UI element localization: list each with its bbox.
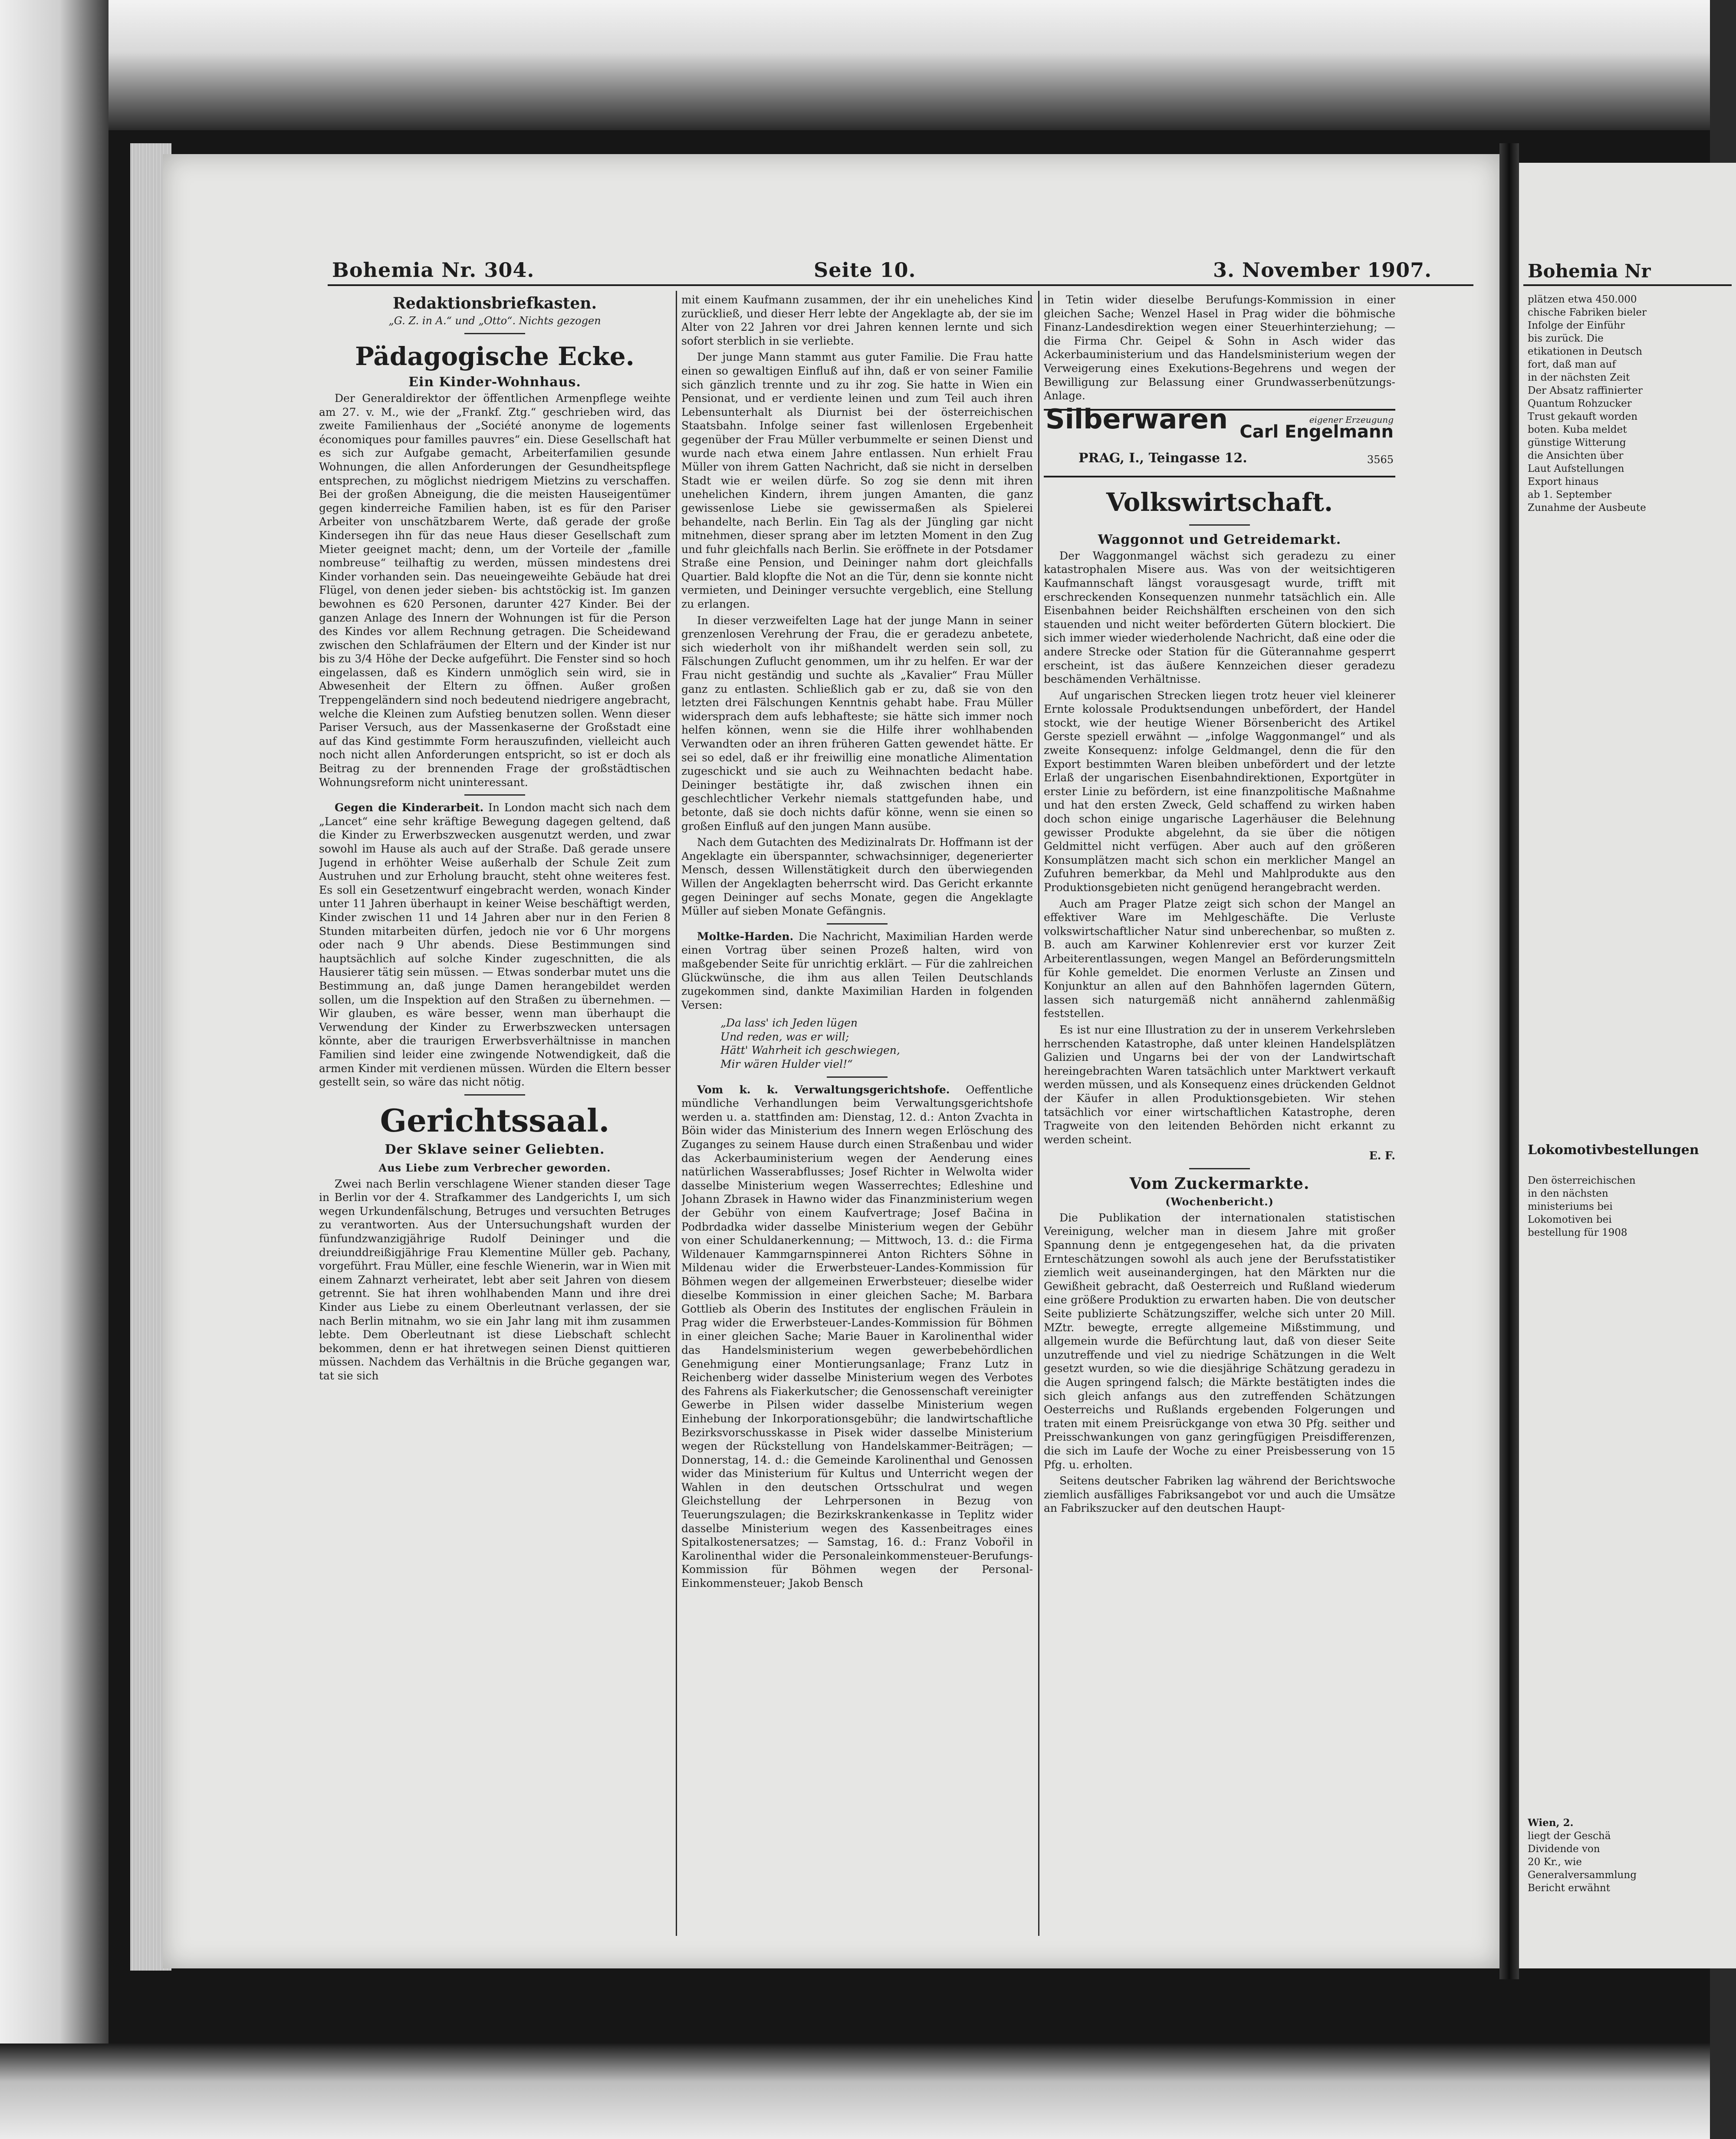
neighbor-line: Infolge der Einführ <box>1528 320 1625 331</box>
neighbor-column <box>1528 293 1727 514</box>
neighbor-line: Der Absatz raffinierter <box>1528 385 1643 396</box>
ad-address: PRAG, I., Teingasse 12. <box>1078 450 1247 466</box>
column-1 <box>319 293 671 1929</box>
divider <box>1189 524 1250 526</box>
column-rule <box>1038 291 1039 1936</box>
article-body: Nach dem Gutachten des Medizinalrats Dr. Hoffmann ist der Angeklagte ein überspannter, schwachsinniger, degenerierter Mensch, dessen Willenstätigkeit durch den überwiegenden Willen der Angeklagten beherrscht wird. Das Gericht erkannte gegen Deininger auf sechs Monate, gegen die Angeklagte Müller auf sieben Monate Gefängnis. <box>681 836 1033 918</box>
article-title-waggonnot: Waggonnot und Getreidemarkt. <box>1098 532 1341 547</box>
column-2 <box>681 293 1033 1929</box>
ad-tagline: eigener Erzeugung <box>1309 414 1394 425</box>
article-title-kinder-wohnhaus: Ein Kinder-Wohnhaus. <box>408 375 581 390</box>
article-body: Der junge Mann stammt aus guter Familie. Die Frau hatte einen so gewaltigen Einfluß auf ihn, daß er von seiner Familie sich gänzlich trennte und zu ihr zog. Sie hatte in Wien ein Pensionat, und er verdiente leinen und zum Teil auch ihren Lebensunterhalt als Diurnist bei der österreichischen Staatsbahn. Infolge seiner fast willenlosen Ergebenheit gegenüber der Frau Müller verbummelte er seinen Dienst und wurde nach etwa einem Jahre entlassen. Nun erhielt Frau Müller von ihrem Gatten Nachricht, daß sie nicht in derselben Stadt wie er weilen dürfe. So zog sie denn mit ihren unehelichen Kindern, ihrem jungen Amanten, die ganz gewissenlose Liebe sie gewissermaßen als Spielerei behandelte, nach Berlin. Ein Tag als der Jüngling gar nicht mitnehmen, dieser sprang aber im letzten Moment in den Zug und fuhr gleichfalls nach Berlin. Sie eröffnete in der Potsdamer Straße eine Pension, und Deininger nahm dort gleichfalls Quartier. Bald klopfte die Not an die Tür, denn sie konnte nicht vermieten, und Deininger versuchte vergeblich, eine Stellung zu erlangen. <box>681 351 1033 611</box>
neighbor-line: Dividende von <box>1528 1843 1600 1855</box>
article-title-verwaltungsgerichtshof: Vom k. k. Verwaltungsgerichtshofe. <box>697 1083 950 1096</box>
neighbor-heading: Lokomotivbestellungen <box>1528 1144 1699 1157</box>
divider <box>1189 1168 1250 1169</box>
section-title-gerichtssaal: Gerichtssaal. <box>380 1102 610 1139</box>
briefkasten-note: „G. Z. in A.“ und „Otto“. Nichts gezogen <box>388 315 601 327</box>
neighbor-line: in der nächsten Zeit <box>1528 372 1630 383</box>
poem-line: Hätt' Wahrheit ich geschwiegen, <box>720 1044 900 1057</box>
poem-line: Mir wären Hulder viel!“ <box>720 1058 853 1071</box>
article-body: Der Generaldirektor der öffentlichen Armenpflege weihte am 27. v. M., wie der „Frankf. Ztg.“ geschrieben wird, das zweite Familienhaus der „Société anonyme de logements économiques pour familles pauvres“ ein. Diese Gesellschaft hat es sich zur Aufgabe gemacht, Arbeiterfamilien gesunde Wohnungen, die allen Anforderungen der Gesundheitspflege entsprechen, zu möglichst niedrigem Mietzins zu verschaffen. Bei der großen Abneigung, die die meisten Hauseigentümer gegen kinderreiche Familien haben, ist es für den Pariser Arbeiter von unschätzbarem Werte, daß gerade der große Kindersegen ihn für das neue Haus dieser Gesellschaft zum Mieter geeignet macht; denn, um der Vorteile der „famille nombreuse“ teilhaftig zu werden, müssen mindestens drei Kinder vorhanden sein. Das neueingeweihte Gebäude hat drei Flügel, von denen jeder sieben- bis achtstöckig ist. Im ganzen bewohnen es 620 Personen, darunter 427 Kinder. Bei der ganzen Anlage des Innern der Wohnungen ist für die Person des Kindes vor allem Rechnung getragen. Die Scheidewand zwischen den Schlafräumen der Eltern und der Kinder ist nur bis zu 3/4 Höhe der Decke aufgeführt. Die Fenster sind so hoch eingelassen, daß es Kindern unmöglich sein wird, sie in Abwesenheit der Eltern zu öffnen. Außer großen Treppengeländern sind noch bedeutend niedrigere angebracht, welche die Kleinen zum Aufstieg benutzen sollen. Wenn dieser Pariser Versuch, aus der Massenkaserne der Großstadt eine auf das Kind gestimmte Form herauszufinden, vielleicht auch noch nicht allen Anforderungen entspricht, so ist er doch als Beitrag zu der brennenden Frage der großstädtischen Wohnungsreform nicht uninteressant. <box>319 392 671 789</box>
article-signature: E. F. <box>1369 1149 1395 1162</box>
article-body: Seitens deutscher Fabriken lag während der Berichtswoche ziemlich ausfälliges Fabriksangebot vor und auch die Umsätze an Fabrikszucker auf den deutschen Haupt- <box>1044 1474 1395 1515</box>
divider <box>827 1076 888 1078</box>
neighbor-header-rule <box>1523 284 1732 286</box>
article-subtitle: Aus Liebe zum Verbrecher geworden. <box>378 1161 611 1174</box>
header-rule <box>328 284 1473 286</box>
article-title-sklave: Der Sklave seiner Geliebten. <box>385 1142 605 1157</box>
article-body: Oeffentliche mündliche Verhandlungen beim Verwaltungsgerichtshofe werden u. a. stattfinden am: Dienstag, 12. d.: Anton Zvachta in Böin wider das Ministerium des Innern wegen Erlöschung des Zuganges zu seinem Hause durch einen Straßenbau und wider das Ackerbauministerium wegen der Aenderung eines natürlichen Wasserabflusses; Josef Richter in Welwolta wider dasselbe Ministerium wegen Wasserrechtes; Edleshine und Johann Zbrasek in Hawno wider das Finanzministerium wegen der Gebühr von einem Kaufvertrage; Josef Bačina in Podbrdadka wider dasselbe Ministerium wegen der Gebühr von einer Schuldanerkennung; — Mittwoch, 13. d.: die Firma Wildenauer Kammgarnspinnerei Anton Richters Söhne in Mildenau wider die Erwerbsteuer-Landes-Kommission für Böhmen wegen der allgemeinen Erwerbsteuer; dieselbe wider dieselbe Kommission in einer gleichen Sache; M. Barbara Gottlieb als Oberin des Institutes der englischen Fräulein in Prag wider die Erwerbsteuer-Landes-Kommission für Böhmen in einer gleichen Sache; Marie Bauer in Karolinenthal wider das Handelsministerium wegen gewerbebehördlichen Genehmigung einer Montierungsanlage; Franz Lutz in Reichenberg wider dasselbe Ministerium wegen des Verbotes des Fahrens als Fiakerkutscher; die Genossenschaft vereinigter Gewerbe in Pilsen wider dasselbe Ministerium wegen Einhebung der Inkorporationsgebühr; die landwirtschaftliche Bezirksvorschusskasse in Pisek wider dasselbe Ministerium wegen der Rückstellung von Handelskammer-Beiträgen; — Donnerstag, 14. d.: die Gemeinde Karolinenthal und Genossen wider das Ministerium für Kultus und Unterricht wegen der Wahlen in den deutschen Ortsschulrat und wegen Gleichstellung der Lehrpersonen in Bezug von Teuerungszulagen; die Bezirkskrankenkasse in Teplitz wider dasselbe Ministerium wegen des Kassenbeitrages eines Spitalkostenersatzes; — Samstag, 16. d.: Franz Vobořil in Karolinenthal wider die Personaleinkommensteuer-Berufungs-Kommission für Böhmen wegen der Personal-Einkommensteuer; Jakob Bensch <box>681 1083 1033 1590</box>
neighbor-line: Export hinaus <box>1528 476 1599 487</box>
neighbor-line: Wien, 2. <box>1528 1817 1574 1829</box>
film-border-left <box>0 0 108 2139</box>
film-border-top <box>0 0 1736 130</box>
article-subtitle: (Wochenbericht.) <box>1165 1195 1274 1208</box>
article-title-moltke-harden: Moltke-Harden. <box>697 930 794 943</box>
ad-number: 3565 <box>1367 453 1394 466</box>
neighbor-line: die Ansichten über <box>1528 450 1624 461</box>
section-title-paedagogische-ecke: Pädagogische Ecke. <box>355 342 635 371</box>
neighbor-line: ministeriums bei <box>1528 1201 1613 1212</box>
neighbor-line: liegt der Geschä <box>1528 1830 1611 1842</box>
neighbor-header: Bohemia Nr <box>1528 260 1651 282</box>
article-body: Der Waggonmangel wächst sich geradezu zu einer katastrophalen Misere aus. Was von der weitsichtigeren Kaufmannschaft längst vorausgesagt wurde, trifft mit erschreckenden Konsequenzen nunmehr tatsächlich ein. Alle Eisenbahnen beider Reichshälften erscheinen von den sich stauenden und nicht weiter beförderten Gütern blockiert. Die sich immer wieder wiederholende Nachricht, daß eine oder die andere Strecke oder Station für die Güterannahme gesperrt erscheint, ist das äußere Kennzeichen dieser geradezu beschämenden Verhältnisse. <box>1044 549 1395 686</box>
neighbor-line: in den nächsten <box>1528 1188 1608 1199</box>
neighbor-column <box>1528 1174 1727 1239</box>
neighbor-line: Bericht erwähnt <box>1528 1882 1610 1894</box>
neighbor-line: Den österreichischen <box>1528 1175 1636 1186</box>
neighbor-line: ab 1. September <box>1528 489 1612 500</box>
poem <box>720 1016 1033 1071</box>
book-gutter <box>1499 143 1519 1979</box>
column-3 <box>1044 293 1395 1929</box>
article-body: Auf ungarischen Strecken liegen trotz heuer viel kleinerer Ernte kolossale Produktsendungen unbefördert, der Handel stockt, wie der heutige Wiener Börsenbericht des Artikel Gerste speziell erwähnt — „infolge Waggonmangel“ und als zweite Konsequenz: infolge Geldmangel, denn die für den Export bestimmten Waren bleiben unbefördert und der letzte Erlaß der ungarischen Eisenbahndirektionen, Exportgüter in erster Linie zu befördern, ist eine finanzpolitische Maßnahme und hat den ersten Zweck, Geld schaffend zu wirken haben doch schon einige ungarische Lagerhäuser die Belehnung gewisser Produkte abgelehnt, da sie über die nötigen Geldmittel nicht verfügen. Aber auch auf den größeren Konsumplätzen macht sich schon ein merklicher Mangel an Zufuhren bemerkbar, da Mehl und Mahlprodukte aus den Produktionsgebieten nicht genügend herangebracht werden. <box>1044 689 1395 894</box>
article-body: Die Publikation der internationalen statistischen Vereinigung, welcher man in diesem Jahre mit großer Spannung denn je entgegengesehen hat, da die privaten Ernteschätzungen sowohl als auch jene der Berufsstatistiker ziemlich weit auseinandergingen, hat den Märkten nur die Gewißheit gebracht, daß Oesterreich und Rußland wiederum eine größere Produktion zu erwarten haben. Die von deutscher Seite publizierte Schätzungsziffer, welche sich unter 20 Mill. MZtr. bewegte, erregte allgemeine Mißstimmung, und allgemein wurde die Befürchtung laut, daß von dieser Seite unzutreffende und viel zu niedrige Schätzungen in die Welt gesetzt wurden, so wie die diesjährige Schätzung geradezu in die Augen springend falsch; die Märkte bestätigten indes die sich gleich anfangs aus den zutreffenden Schätzungen Oesterreichs und Rußlands ergebenden Folgerungen und traten mit einem Preisrückgange von etwa 30 Pfg. seither und Preisschwankungen von ganz geringfügigen Preisdifferenzen, die sich im Laufe der Woche zu einer Preisbesserung von 15 Pfg. u. erholten. <box>1044 1211 1395 1471</box>
neighbor-line: günstige Witterung <box>1528 437 1626 448</box>
neighbor-line: Lokomotiven bei <box>1528 1214 1612 1225</box>
neighbor-line: Laut Aufstellungen <box>1528 463 1624 474</box>
neighbor-line: 20 Kr., wie <box>1528 1856 1582 1868</box>
neighbor-line: Generalversammlung <box>1528 1869 1637 1881</box>
divider <box>464 333 525 334</box>
divider <box>464 1094 525 1096</box>
article-body: mit einem Kaufmann zusammen, der ihr ein uneheliches Kind zurückließ, und dieser Herr lebte der Angeklagte ab, der sie im Alter von 22 Jahren vor drei Jahren kennen lernte und sich sofort sterblich in sie verliebte. <box>681 293 1033 347</box>
article-body: In dieser verzweifelten Lage hat der junge Mann in seiner grenzenlosen Verehrung der Frau, die er geradezu anbetete, sich wiederholt von ihr mißhandelt werden sein soll, zu Fälschungen Zuflucht genommen, um ihr zu helfen. Er war der Frau nicht geständig und suchte als „Kavalier“ Frau Müller ganz zu entlasten. Schließlich gab er zu, daß sie von den letzten drei Fälschungen Kenntnis gehabt habe. Frau Müller widersprach dem aufs lebhafteste; sie hätte sich immer noch helfen können, wenn sie die Hilfe ihrer wohlhabenden Verwandten oder an ihren früheren Gatten gewendet hätte. Er sei so edel, daß er ihr freiwillig eine monatliche Alimentation zugeschickt und sie auch zu Weihnachten bedacht habe. Deininger bestätigte ihr, daß zwischen ihnen ein geschlechtlicher Verkehr niemals stattgefunden habe, und betonte, daß sie doch nichts dafür könne, wenn sie einen so großen Einfluß auf den jungen Mann ausübe. <box>681 614 1033 833</box>
column-rule <box>676 291 677 1936</box>
header-issue: Bohemia Nr. 304. <box>332 258 535 282</box>
neighbor-line: fort, daß man auf <box>1528 359 1616 370</box>
poem-line: Und reden, was er will; <box>720 1030 849 1043</box>
article-body: Die Nachricht, Maximilian Harden werde einen Vortrag über seinen Prozeß halten, wird von maßgebender Seite für unrichtig erklärt. — Für die zahlreichen Glückwünsche, die ihm aus allen Teilen Deutschlands zugekommen sind, dankte Maximilian Harden in folgenden Versen: <box>681 930 1033 1011</box>
advertisement-silberwaren <box>1044 403 1395 477</box>
section-title-volkswirtschaft: Volkswirtschaft. <box>1106 487 1333 517</box>
article-body: Zwei nach Berlin verschlagene Wiener standen dieser Tage in Berlin vor der 4. Strafkammer des Landgerichts I, um sich wegen Urkundenfälschung, Betruges und versuchten Betruges zu verantworten. Aus der Untersuchungshaft wurden der fünfundzwanzigjährige Rudolf Deininger und die dreiunddreißigjährige Frau Klementine Müller geb. Pachany, vorgeführt. Frau Müller, eine feschle Wienerin, war in Wien mit einem Zahnarzt verheiratet, lebt aber seit Jahren von diesem getrennt. Sie hat ihren wohlhabenden Mann und ihre drei Kinder aus Liebe zu einem Oberleutnant verlassen, der sie nach Berlin mitnahm, wo sie ein Jahr lang mit ihm zusammen lebte. Dem Oberleutnant ist diese Liebschaft schlecht bekommen, denn er hat ihretwegen seinen Dienst quittieren müssen. Nachdem das Verhältnis in die Brüche gegangen war, tat sie sich <box>319 1177 671 1382</box>
header-page-number: Seite 10. <box>814 258 916 282</box>
divider <box>827 923 888 925</box>
neighbor-line: boten. Kuba meldet <box>1528 424 1627 435</box>
article-title-kinderarbeit: Gegen die Kinderarbeit. <box>335 801 484 814</box>
divider <box>464 794 525 796</box>
neighbor-line: Zunahme der Ausbeute <box>1528 502 1646 513</box>
newspaper-page <box>163 154 1499 1968</box>
neighbor-line: chische Fabriken bieler <box>1528 307 1647 318</box>
ad-headline: Silberwaren <box>1046 403 1228 435</box>
page-header <box>163 258 1499 284</box>
neighbor-line: Trust gekauft worden <box>1528 411 1638 422</box>
neighbor-page <box>1519 163 1736 1968</box>
neighbor-line: etikationen in Deutsch <box>1528 346 1642 357</box>
neighbor-column <box>1528 1817 1727 1895</box>
neighbor-line: Quantum Rohzucker <box>1528 398 1632 409</box>
ad-company: Carl Engelmann <box>1240 421 1394 442</box>
article-body: Es ist nur eine Illustration zu der in unserem Verkehrsleben herrschenden Katastrophe, daß unter kleinen Handelsplätzen Galizien und Ungarns bei der von der Landwirtschaft hereingebrachten Waren tatsächlich unter Marktwert verkauft werden müssen, und als Konsequenz eines drückenden Geldnot der Käufer in allen Produktionsgebieten. Wir stehen tatsächlich vor einer wirtschaftlichen Katastrophe, deren Tragweite von den leitenden Behörden nicht erkannt zu werden scheint. <box>1044 1023 1395 1146</box>
neighbor-line: plätzen etwa 450.000 <box>1528 294 1637 305</box>
neighbor-line: bis zurück. Die <box>1528 333 1604 344</box>
article-title-zuckermarkt: Vom Zuckermarkte. <box>1129 1174 1310 1193</box>
article-body: in Tetin wider dieselbe Berufungs-Kommission in einer gleichen Sache; Wenzel Hasel in Prag wider die böhmische Finanz-Landesdirektion wegen einer Steuerhinterziehung; — die Firma Chr. Geipel & Sohn in Asch wider das Ackerbauministerium und das Handelsministerium wegen der Verweigerung eines Exekutions-Begehrens und wegen der Bewilligung zur Belassung einer Grundwasserbenützungs-Anlage. <box>1044 293 1395 402</box>
article-body: In London macht sich nach dem „Lancet“ eine sehr kräftige Bewegung dagegen geltend, daß die Kinder zu Erwerbszwecken ausgenutzt werden, und zwar sowohl im Hause als auch auf der Straße. Daß gerade unsere Jugend in erhöhter Weise außerhalb der Schule Zeit zum Austruhen und zur Erholung braucht, steht ohne weiteres fest. Es soll ein Gesetzentwurf eingebracht werden, wonach Kinder unter 11 Jahren überhaupt in keiner Weise beschäftigt werden, Kinder zwischen 11 und 14 Jahren aber nur in den Ferien 8 Stunden mitarbeiten dürfen, jedoch nie vor 6 Uhr morgens oder nach 9 Uhr abends. Diese Bestimmungen sind hauptsächlich auf solche Kinder zugeschnitten, die als Hausierer tätig sein müssen. — Etwas sonderbar mutet uns die Bestimmung an, daß junge Damen herangebildet werden sollen, um die Inspektion auf den Straßen zu übernehmen. — Wir glauben, es wäre besser, wenn man überhaupt die Verwendung der Kinder zu Erwerbszwecken untersagen könnte, aber die traurigen Erwerbsverhältnisse in manchen Familien sind leider eine zwingende Notwendigkeit, daß die armen Kinder mit verdienen müssen. Würden die Eltern besser gestellt sein, so wäre das nicht nötig. <box>319 801 671 1089</box>
article-body: Auch am Prager Platze zeigt sich schon der Mangel an effektiver Ware im Mehlgeschäfte. Die Verluste volkswirtschaftlicher Natur sind unberechenbar, so mußten z. B. auch am Karwiner Kohlenrevier erst vor kurzer Zeit Arbeiterentlassungen, wegen Mangel an Beförderungsmitteln für Kohle gemeldet. Die enormen Verluste an Zinsen und Konjunktur an allen auf den Bahnhöfen lagernden Gütern, lassen sich naturgemäß nicht annähernd zahlenmäßig feststellen. <box>1044 897 1395 1020</box>
section-title-redaktionsbriefkasten: Redaktionsbriefkasten. <box>392 294 597 313</box>
film-border-bottom <box>0 2044 1736 2139</box>
neighbor-line: bestellung für 1908 <box>1528 1227 1628 1238</box>
header-date: 3. November 1907. <box>1213 258 1432 282</box>
poem-line: „Da lass' ich Jeden lügen <box>720 1017 858 1030</box>
